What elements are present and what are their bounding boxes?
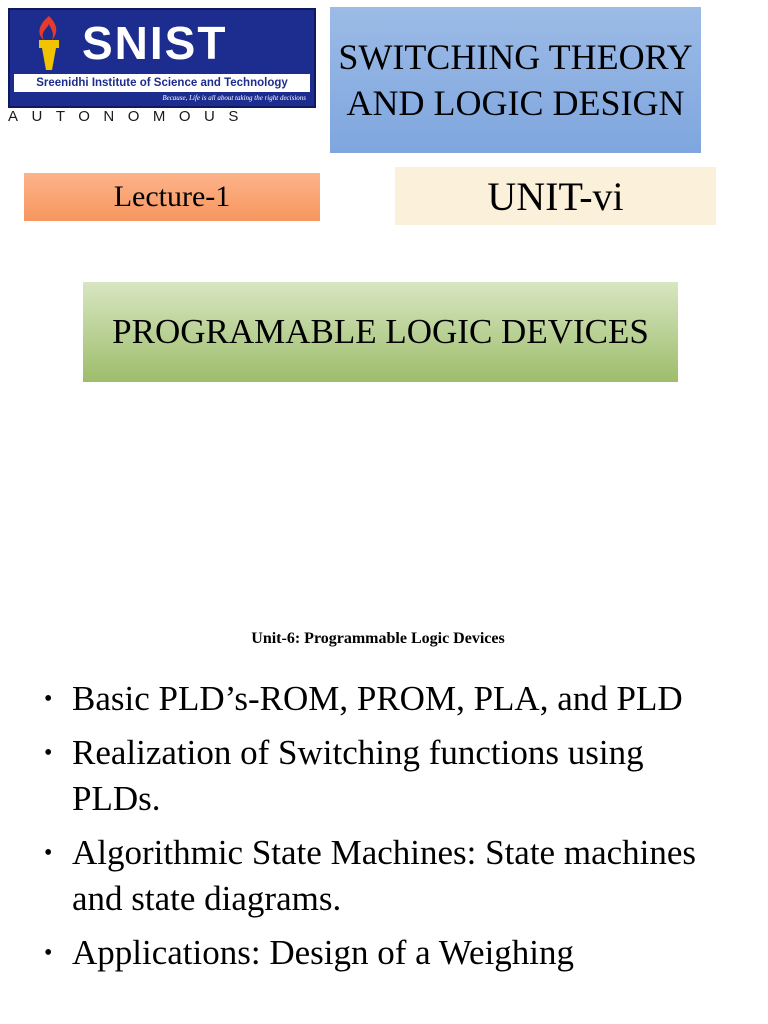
bullet-text: Algorithmic State Machines: State machines and state diagrams. [72,833,697,918]
bullet-item [40,930,740,976]
content-subheading: Unit-6: Programmable Logic Devices [251,630,505,647]
bullet-icon: • [44,686,53,712]
logo-tagline: Because, Life is all about taking the right decisions [162,94,306,102]
bullet-icon: • [44,840,53,866]
topic-bullet-list [40,676,740,984]
logo-institute-name: Sreenidhi Institute of Science and Technology [14,74,310,92]
bullet-text: Realization of Switching functions using PLDs. [72,733,644,818]
logo-banner [8,8,316,108]
bullet-icon: • [44,740,53,766]
unit-label: UNIT-vi [395,167,716,225]
lecture-label: Lecture-1 [24,173,320,221]
bullet-item [40,830,740,922]
logo-autonomous-label: AUTONOMOUS [8,108,252,125]
bullet-text: Basic PLD’s-ROM, PROM, PLA, and PLD [72,679,683,718]
topic-heading: PROGRAMABLE LOGIC DEVICES [83,282,678,382]
bullet-item [40,730,740,822]
torch-icon [24,14,74,72]
logo-name: SNIST [82,17,228,69]
bullet-item [40,676,740,722]
bullet-text: Applications: Design of a Weighing [72,933,575,972]
bullet-icon: • [44,940,53,966]
slide-title: SWITCHING THEORY AND LOGIC DESIGN [330,7,701,153]
institute-logo [8,8,314,126]
